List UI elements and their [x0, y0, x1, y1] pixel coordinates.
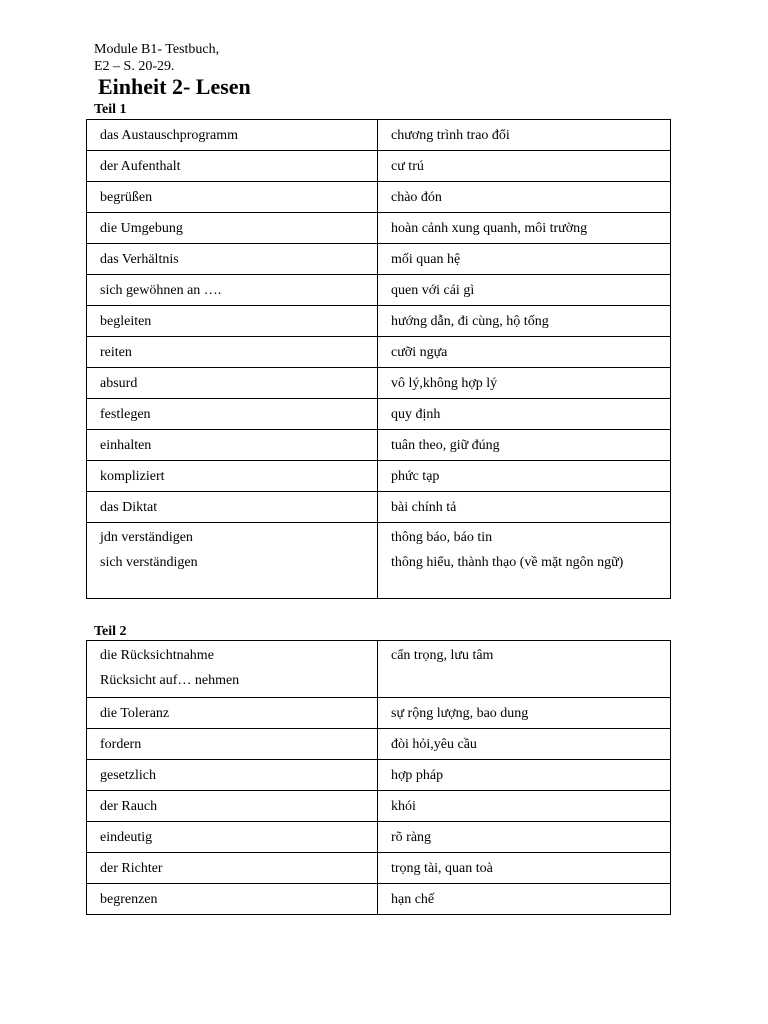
- vietnamese-meaning-cell: [378, 760, 671, 791]
- vietnamese-meaning-cell: [378, 822, 671, 853]
- vietnamese-meaning: bài chính tả: [391, 499, 457, 515]
- german-term-cell: [87, 729, 378, 760]
- vietnamese-meaning-cell: [378, 523, 671, 599]
- german-term: begrenzen: [100, 891, 158, 907]
- table-row: [87, 306, 671, 337]
- german-term: die Rücksichtnahme: [100, 648, 214, 663]
- german-term-cell: [87, 337, 378, 368]
- german-term-cell: [87, 306, 378, 337]
- german-term: der Aufenthalt: [100, 158, 181, 174]
- german-term: die Umgebung: [100, 220, 183, 236]
- vietnamese-meaning: cư trú: [391, 158, 424, 174]
- vietnamese-meaning-cell: [378, 368, 671, 399]
- vietnamese-meaning: hạn chế: [391, 891, 435, 907]
- vocab-table-teil-2: [86, 640, 671, 915]
- vietnamese-meaning-cell: [378, 791, 671, 822]
- section-label-teil-2: Teil 2: [94, 624, 127, 639]
- table-row: [87, 822, 671, 853]
- vietnamese-meaning: thông báo, báo tin: [391, 530, 493, 545]
- vocab-table-teil-1: [86, 119, 671, 599]
- table-row: [87, 760, 671, 791]
- german-term: begrüßen: [100, 189, 153, 205]
- vietnamese-meaning-cell: [378, 120, 671, 151]
- german-term: gesetzlich: [100, 767, 156, 783]
- vietnamese-meaning: hoàn cảnh xung quanh, môi trường: [391, 220, 588, 236]
- vietnamese-meaning: trọng tài, quan toà: [391, 860, 493, 876]
- german-term-cell: [87, 399, 378, 430]
- german-term: absurd: [100, 375, 138, 391]
- table-row: [87, 151, 671, 182]
- vietnamese-meaning-cell: [378, 884, 671, 915]
- german-term-cell: [87, 461, 378, 492]
- table-row: [87, 368, 671, 399]
- document-title: Einheit 2- Lesen: [98, 74, 251, 99]
- vietnamese-meaning-cell: [378, 244, 671, 275]
- german-term: der Richter: [100, 860, 163, 876]
- table-row: [87, 337, 671, 368]
- table-row: [87, 884, 671, 915]
- vietnamese-meaning-cell: [378, 461, 671, 492]
- german-term-cell: [87, 853, 378, 884]
- vietnamese-meaning: cẩn trọng, lưu tâm: [391, 648, 494, 663]
- table-row: [87, 641, 671, 698]
- vietnamese-meaning: vô lý,không hợp lý: [391, 375, 498, 391]
- german-term: das Diktat: [100, 499, 158, 515]
- vietnamese-meaning: cưỡi ngựa: [391, 344, 448, 360]
- german-term-cell: [87, 182, 378, 213]
- german-term-cell: [87, 275, 378, 306]
- german-term: eindeutig: [100, 829, 153, 845]
- german-term-cell: [87, 523, 378, 599]
- table-row: [87, 461, 671, 492]
- table-row: [87, 492, 671, 523]
- german-term: sich verständigen: [100, 555, 198, 570]
- vietnamese-meaning: tuân theo, giữ đúng: [391, 437, 500, 453]
- vietnamese-meaning: mối quan hệ: [391, 251, 461, 267]
- vietnamese-meaning: rõ ràng: [391, 829, 432, 845]
- german-term-cell: [87, 822, 378, 853]
- vietnamese-meaning-cell: [378, 399, 671, 430]
- vietnamese-meaning: phức tạp: [391, 468, 440, 484]
- section-label-teil-1: Teil 1: [94, 102, 127, 117]
- vietnamese-meaning: quen với cái gì: [391, 282, 475, 298]
- table-row: [87, 729, 671, 760]
- german-term: das Verhältnis: [100, 251, 179, 267]
- german-term-cell: [87, 368, 378, 399]
- vietnamese-meaning: chương trình trao đổi: [391, 127, 510, 143]
- german-term: kompliziert: [100, 468, 165, 484]
- vietnamese-meaning-cell: [378, 698, 671, 729]
- vietnamese-meaning: quy định: [391, 406, 441, 422]
- vietnamese-meaning-cell: [378, 182, 671, 213]
- table-row: [87, 523, 671, 599]
- german-term: sich gewöhnen an ….: [100, 282, 222, 298]
- german-term: begleiten: [100, 313, 152, 329]
- vietnamese-meaning: hợp pháp: [391, 767, 444, 783]
- table-row: [87, 213, 671, 244]
- german-term: reiten: [100, 344, 132, 360]
- vietnamese-meaning-cell: [378, 492, 671, 523]
- german-term-cell: [87, 791, 378, 822]
- vietnamese-meaning: hướng dẫn, đi cùng, hộ tống: [391, 313, 549, 329]
- vietnamese-meaning-cell: [378, 306, 671, 337]
- german-term-cell: [87, 884, 378, 915]
- german-term: die Toleranz: [100, 705, 170, 721]
- page-reference: E2 – S. 20-29.: [94, 59, 175, 74]
- vietnamese-meaning-cell: [378, 213, 671, 244]
- german-term-cell: [87, 120, 378, 151]
- vietnamese-meaning-cell: [378, 151, 671, 182]
- german-term: festlegen: [100, 406, 151, 422]
- table-row: [87, 399, 671, 430]
- vietnamese-meaning-cell: [378, 275, 671, 306]
- vietnamese-meaning-cell: [378, 853, 671, 884]
- table-row: [87, 244, 671, 275]
- vietnamese-meaning-cell: [378, 337, 671, 368]
- vietnamese-meaning-cell: [378, 729, 671, 760]
- german-term-cell: [87, 698, 378, 729]
- table-row: [87, 182, 671, 213]
- vietnamese-meaning-cell: [378, 430, 671, 461]
- german-term-cell: [87, 213, 378, 244]
- german-term-cell: [87, 492, 378, 523]
- german-term-cell: [87, 151, 378, 182]
- module-reference: Module B1- Testbuch,: [94, 42, 220, 57]
- german-term: der Rauch: [100, 798, 158, 814]
- vietnamese-meaning-cell: [378, 641, 671, 698]
- german-term-cell: [87, 430, 378, 461]
- table-row: [87, 853, 671, 884]
- table-row: [87, 698, 671, 729]
- german-term: Rücksicht auf… nehmen: [100, 673, 240, 688]
- table-row: [87, 275, 671, 306]
- german-term-cell: [87, 641, 378, 698]
- vietnamese-meaning: khói: [391, 798, 416, 814]
- table-row: [87, 120, 671, 151]
- german-term-cell: [87, 760, 378, 791]
- vietnamese-meaning: thông hiểu, thành thạo (về mặt ngôn ngữ): [391, 555, 624, 570]
- vietnamese-meaning: sự rộng lượng, bao dung: [391, 705, 529, 721]
- german-term: jdn verständigen: [100, 530, 193, 545]
- vietnamese-meaning: chào đón: [391, 189, 442, 205]
- vietnamese-meaning: đòi hỏi,yêu cầu: [391, 736, 477, 752]
- german-term: einhalten: [100, 437, 152, 453]
- german-term-cell: [87, 244, 378, 275]
- german-term: das Austauschprogramm: [100, 127, 239, 143]
- table-row: [87, 791, 671, 822]
- german-term: fordern: [100, 736, 142, 752]
- table-row: [87, 430, 671, 461]
